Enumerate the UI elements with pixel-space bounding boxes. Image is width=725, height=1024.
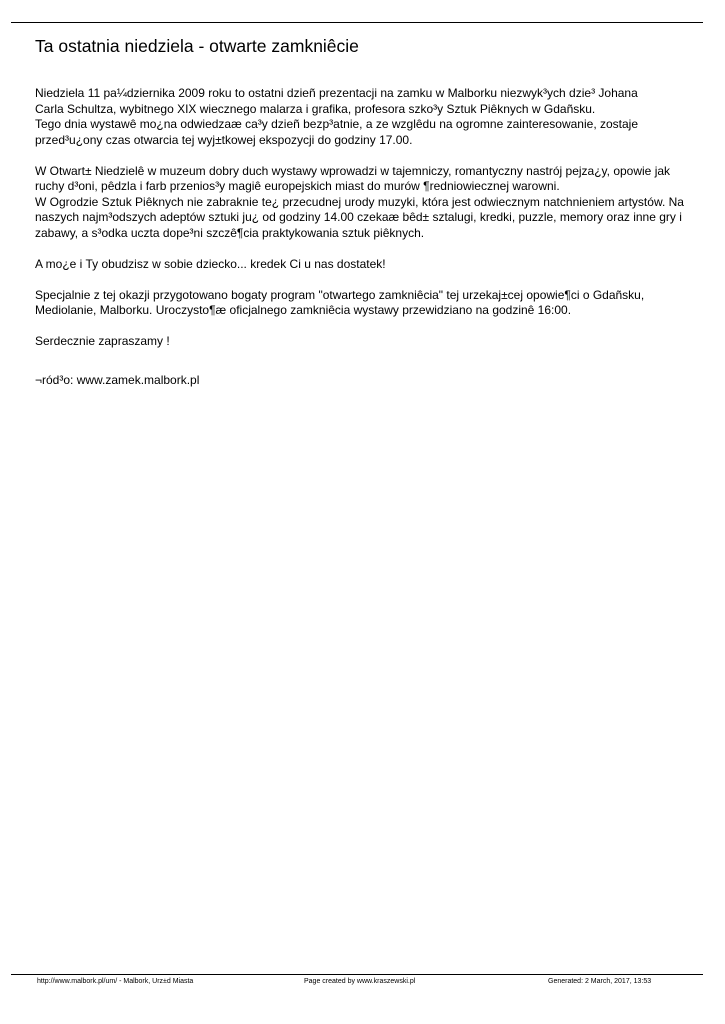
paragraph-line: Specjalnie z tej okazji przygotowano bogaty program "otwartego zamkniêcia" tej urzekaj±cej opowie¶ci o Gdañsku,: [35, 287, 645, 302]
paragraph-line: Mediolanie, Malborku. Uroczysto¶æ oficjalnego zamkniêcia wystawy przewidziano na godzinê 16:00.: [35, 303, 572, 317]
paragraph-line: ruchy d³oni, pêdzla i farb przenios³y magiê europejskich miast do murów ¶redniowiecznej warowni.: [35, 179, 560, 193]
paragraph-open-sunday: [35, 164, 703, 195]
paragraph-line: Niedziela 11 pa¼dziernika 2009 roku to ostatni dzieñ prezentacji na zamku w Malborku niezwyk³ych dzie³ Johana: [35, 86, 638, 100]
paragraph-line: A mo¿e i Ty obudzisz w sobie dziecko... kredek Ci u nas dostatek!: [35, 256, 386, 271]
paragraph-opening-hours: [35, 117, 703, 148]
paragraph-invitation: [35, 334, 703, 350]
paragraph-line: Serdecznie zapraszamy !: [35, 334, 170, 348]
paragraph-line: W Otwart± Niedzielê w muzeum dobry duch wystawy wprowadzi w tajemniczy, romantyczny nastrój pejza¿y, opowie jak: [35, 163, 671, 178]
article-body: [35, 86, 703, 404]
paragraph-line: przed³u¿ony czas otwarcia tej wyj±tkowej ekspozycji do godziny 17.00.: [35, 132, 413, 147]
paragraph-line: Carla Schultza, wybitnego XIX wiecznego malarza i grafika, profesora szko³y Sztuk Piêknych w Gdañsku.: [35, 101, 596, 116]
page-title: Ta ostatnia niedziela - otwarte zamkniêcie: [35, 36, 359, 56]
paragraph-source: [35, 373, 703, 389]
footer-divider: [11, 974, 703, 975]
paragraph-exhibition-intro: [35, 86, 703, 117]
paragraph-line: Tego dnia wystawê mo¿na odwiedzaæ ca³y dzieñ bezp³atnie, a ze wzglêdu na ogromne zainteresowanie, zostaje: [35, 117, 639, 131]
footer-generated-date: Generated: 2 March, 2017, 13:53: [548, 978, 652, 985]
footer-page-credit: Page created by www.kraszewski.pl: [304, 978, 416, 985]
paragraph-line: zabawy, a s³odka uczta dope³ni szczê¶cia praktykowania sztuk piêknych.: [35, 225, 425, 240]
header-divider: [11, 22, 703, 23]
paragraph-line: W Ogrodzie Sztuk Piêknych nie zabraknie te¿ przecudnej urody muzyki, która jest odwiecznym natchnieniem artystów. Na: [35, 194, 684, 209]
paragraph-art-garden: [35, 195, 703, 242]
footer-source-url: http://www.malbork.pl/um/ - Malbork, Urz±d Miasta: [37, 978, 194, 985]
paragraph-inner-child: [35, 257, 703, 273]
source-line: ¬ród³o: www.zamek.malbork.pl: [35, 372, 200, 387]
paragraph-closing-program: [35, 288, 703, 319]
paragraph-line: naszych najm³odszych adeptów sztuki ju¿ od godziny 14.00 czekaæ bêd± sztalugi, kredki, puzzle, memory oraz inne gry i: [35, 210, 682, 224]
